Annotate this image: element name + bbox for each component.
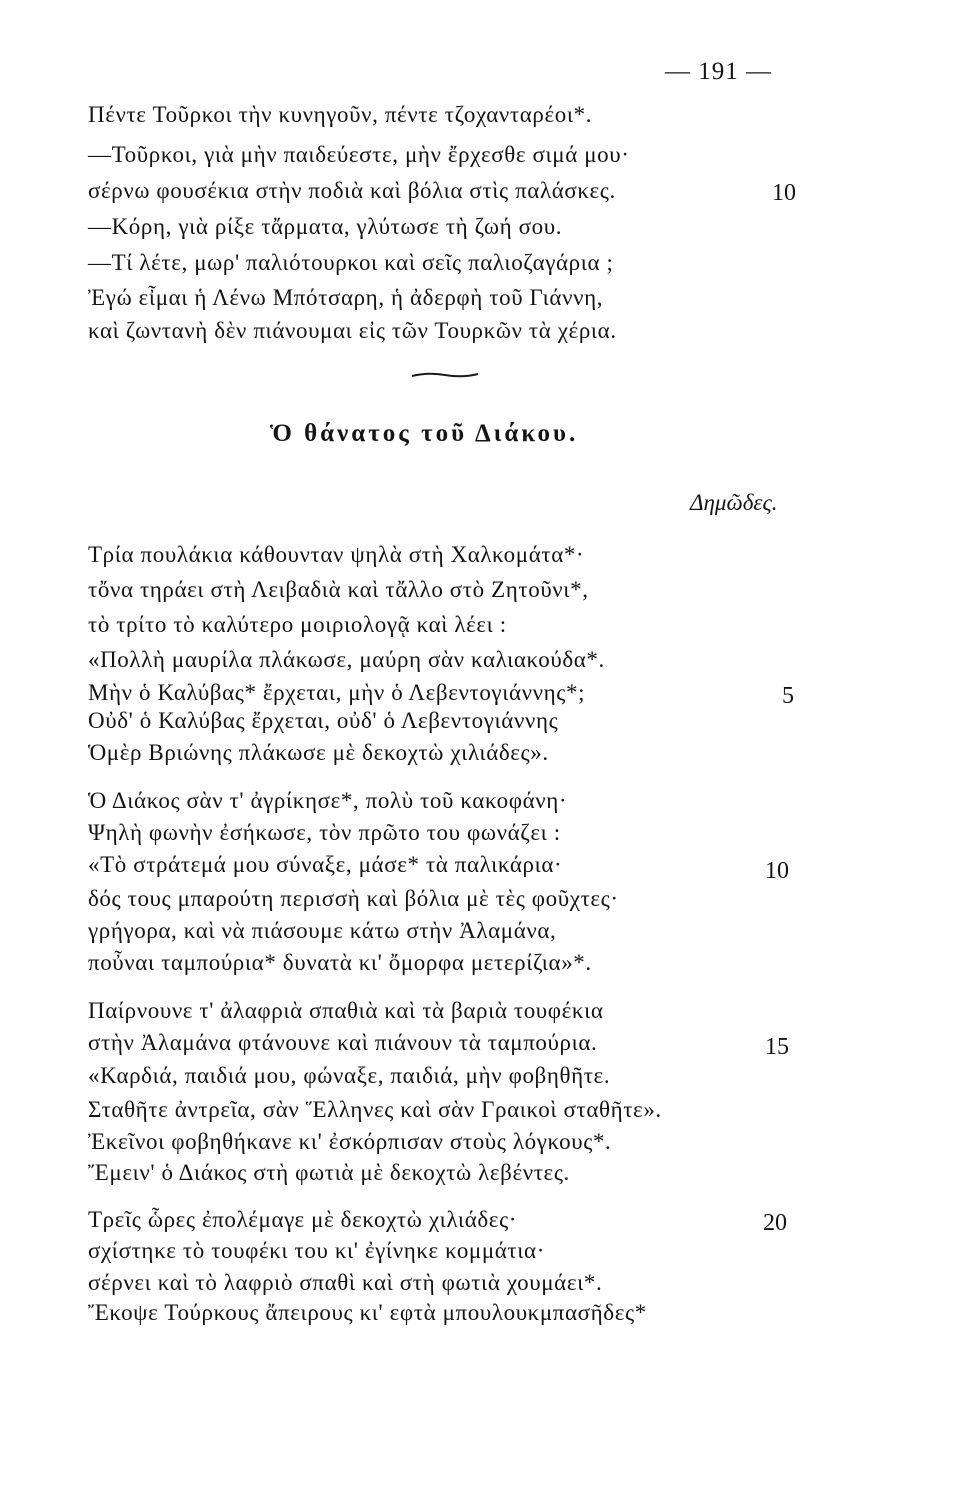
verse-line: στὴν Ἀλαμάνα φτάνουνε καὶ πιάνουν τὰ ταμπούρια. bbox=[88, 1030, 598, 1055]
verse-line: δός τους μπαρούτη περισσὴ καὶ βόλια μὲ τὲς φοῦχτες· bbox=[88, 886, 619, 911]
verse-line: «Πολλὴ μαυρίλα πλάκωσε, μαύρη σὰν καλιακούδα*. bbox=[88, 647, 605, 672]
poem-title: Ὁ θάνατος τοῦ Διάκου. bbox=[270, 420, 579, 447]
verse-line: —Τί λέτε, μωρ' παλιότουρκοι καὶ σεῖς παλιοζαγάρια ; bbox=[88, 250, 614, 275]
verse-line: Μὴν ὁ Καλύβας* ἔρχεται, μὴν ὁ Λεβεντογιάννης*; bbox=[88, 680, 586, 705]
verse-line: —Κόρη, γιὰ ρίξε τἄρματα, γλύτωσε τὴ ζωή σου. bbox=[88, 214, 563, 239]
verse-line: καὶ ζωντανὴ δὲν πιάνουμαι εἰς τῶν Τουρκῶν τὰ χέρια. bbox=[88, 318, 617, 343]
line-number: 10 bbox=[765, 858, 789, 884]
verse-line: σέρνει καὶ τὸ λαφριὸ σπαθὶ καὶ στὴ φωτιὰ χουμάει*. bbox=[88, 1270, 603, 1295]
verse-line: Τρία πουλάκια κάθουνταν ψηλὰ στὴ Χαλκομάτα*· bbox=[88, 542, 585, 567]
verse-line: Παίρνουνε τ' ἀλαφριὰ σπαθιὰ καὶ τὰ βαριὰ τουφέκια bbox=[88, 998, 604, 1023]
verse-line: Σταθῆτε ἀντρεῖα, σὰν Ἕλληνες καὶ σὰν Γραικοὶ σταθῆτε». bbox=[88, 1097, 662, 1122]
verse-line: Τρεῖς ὧρες ἐπολέμαγε μὲ δεκοχτὼ χιλιάδες· bbox=[88, 1207, 518, 1232]
verse-line: Ἐγώ εἶμαι ἡ Λένω Μπότσαρη, ἡ ἀδερφὴ τοῦ Γιάννη, bbox=[88, 285, 604, 310]
poem-source: Δημῶδες. bbox=[690, 490, 778, 515]
verse-line: τὄνα τηράει στὴ Λειβαδιὰ καὶ τἄλλο στὸ Ζητοῦνι*, bbox=[88, 577, 589, 602]
line-number: 20 bbox=[763, 1210, 787, 1236]
verse-line: τὸ τρίτο τὸ καλύτερο μοιριολογᾷ καὶ λέει : bbox=[88, 612, 507, 637]
line-number: 10 bbox=[772, 180, 796, 206]
page-number: — 191 — bbox=[665, 58, 772, 85]
verse-line: Ὁμὲρ Βριώνης πλάκωσε μὲ δεκοχτὼ χιλιάδες». bbox=[88, 740, 549, 765]
verse-line: —Τοῦρκοι, γιὰ μὴν παιδεύεστε, μὴν ἔρχεσθε σιμά μου· bbox=[88, 142, 630, 167]
line-number: 5 bbox=[782, 683, 794, 709]
verse-line: σχίστηκε τὸ τουφέκι του κι' ἐγίνηκε κομμάτια· bbox=[88, 1238, 545, 1263]
verse-line: Ψηλὴ φωνὴν ἐσήκωσε, τὸν πρῶτο του φωνάζει : bbox=[88, 820, 561, 845]
verse-line: γρήγορα, καὶ νὰ πιάσουμε κάτω στὴν Ἀλαμάνα, bbox=[88, 918, 557, 943]
verse-line: Ὁ Διάκος σὰν τ' ἀγρίκησε*, πολὺ τοῦ κακοφάνη· bbox=[88, 788, 568, 813]
verse-line: Ἔμειν' ὁ Διάκος στὴ φωτιὰ μὲ δεκοχτὼ λεβέντες. bbox=[88, 1160, 570, 1185]
verse-line: σέρνω φουσέκια στὴν ποδιὰ καὶ βόλια στὶς παλάσκες. bbox=[88, 178, 616, 203]
verse-line: «Τὸ στράτεμά μου σύναξε, μάσε* τὰ παλικάρια· bbox=[88, 852, 563, 877]
verse-line: «Καρδιά, παιδιά μου, φώναξε, παιδιά, μὴν φοβηθῆτε. bbox=[88, 1063, 611, 1088]
section-divider-ornament bbox=[410, 371, 480, 379]
line-number: 15 bbox=[765, 1034, 789, 1060]
verse-line: Πέντε Τοῦρκοι τὴν κυνηγοῦν, πέντε τζοχανταρέοι*. bbox=[88, 102, 593, 127]
verse-line: Οὐδ' ὁ Καλύβας ἔρχεται, οὐδ' ὁ Λεβεντογιάννης bbox=[88, 708, 559, 733]
verse-line: Ἐκεῖνοι φοβηθήκανε κι' ἐσκόρπισαν στοὺς λόγκους*. bbox=[88, 1129, 612, 1154]
verse-line: Ἔκοψε Τούρκους ἄπειρους κι' εφτὰ μπουλουκμπασῆδες* bbox=[88, 1300, 647, 1325]
verse-line: ποὖναι ταμπούρια* δυνατὰ κι' ὄμορφα μετερίζια»*. bbox=[88, 950, 592, 975]
